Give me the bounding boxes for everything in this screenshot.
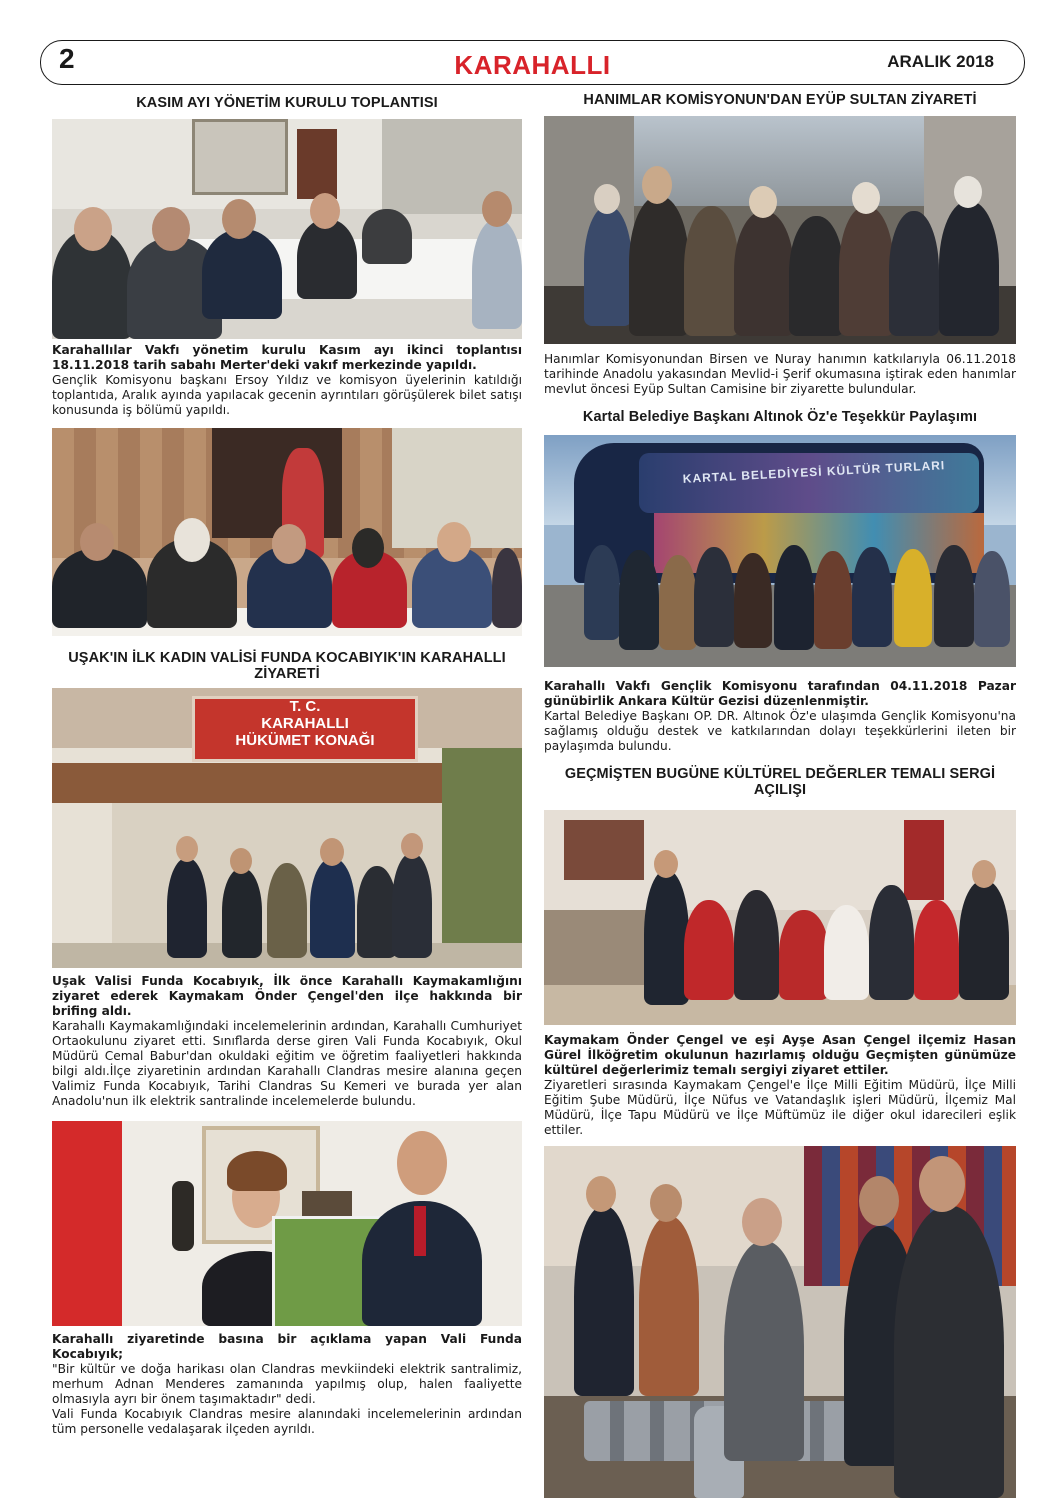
press-caption: Karahallı ziyaretinde basına bir açıklama yapan Vali Funda Kocabıyık; "Bir kültür ve doğa harikası olan Clandras mevkiindeki elektrik santralimiz, merhum Adnan Menderes zamanında yapılmış olup, halen faaliyette olmasıyla ayrı bir önem taşımaktadır" dedi. Vali Funda Kocabıyık Clandras mesire alanındaki incelemelerinin ardından tüm personelle vedalaşarak ilçeden ayrıldı.	[52, 1332, 522, 1436]
eyup-caption: Hanımlar Komisyonundan Birsen ve Nuray hanımın katkılarıyla 06.11.2018 tarihinde Anadolu yakasından Mevlid-i Şerif okumasına iştirak eden hanımlar mevlut öncesi Eyüp Sultan Camisine bir ziyarette bulundular.	[544, 352, 1016, 396]
issue-date: ARALIK 2018	[887, 52, 994, 71]
meeting-photo	[52, 119, 522, 339]
eyup-group-photo	[544, 116, 1016, 344]
exhibition-opening-photo	[544, 810, 1016, 1025]
exhibition-heading: GEÇMİŞTEN BUGÜNE KÜLTÜREL DEĞERLER TEMALI SERGİ AÇILIŞI	[564, 766, 996, 798]
governor-heading: UŞAK'IN İLK KADIN VALİSİ FUNDA KOCABIYIK'IN KARAHALLI ZİYARETİ	[68, 650, 506, 682]
left-column	[52, 95, 522, 1437]
bus-banner-text: KARTAL BELEDİYESİ KÜLTÜR TURLARI	[682, 458, 946, 486]
exhibition-caption: Kaymakam Önder Çengel ve eşi Ayşe Asan Çengel ilçemiz Hasan Gürel İlköğretim okulunun hazırlamış olduğu Geçmişten günümüze kültürel değerlerimiz temalı sergiyi ziyaret ettiler. Ziyaretleri sırasında Kaymakam Çengel'e İlçe Milli Eğitim Müdürü, İlçe Milli Eğitim Şube Müdürü, İlçe Nüfus ve Vatandaşlık işleri Müdürü, İlçemiz Mal Müdürü, İlçe Tapu Müdürü ve İlçe Müftümüz ile diğer okul idarecileri eşlik ettiler.	[544, 1033, 1016, 1137]
press-statement-photo	[52, 1121, 522, 1326]
kartal-bus-photo	[544, 435, 1016, 667]
kartal-heading: Kartal Belediye Başkanı Altınok Öz'e Teşekkür Paylaşımı	[582, 409, 978, 425]
women-photo	[52, 428, 522, 636]
eyup-heading: HANIMLAR KOMİSYONUN'DAN EYÜP SULTAN ZİYARETİ	[583, 92, 977, 108]
paper-title: KARAHALLI	[454, 50, 611, 80]
kartal-caption: Karahallı Vakfı Gençlik Komisyonu tarafından 04.11.2018 Pazar günübirlik Ankara Kültür Gezisi düzenlenmiştir. Kartal Belediye Başkanı OP. DR. Altınok Öz'e ulaşımda Gençlik Komisyonu'na sağlamış olduğu destek ve katkılarından dolayı teşekkürlerini ileten bir paylaşımda bulundu.	[544, 679, 1016, 753]
page-number: 2	[59, 43, 75, 74]
exhibition-visit-photo	[544, 1146, 1016, 1498]
government-building-photo	[52, 688, 522, 968]
page-header	[40, 40, 1025, 85]
right-column	[544, 92, 1016, 1498]
meeting-heading: KASIM AYI YÖNETİM KURULU TOPLANTISI	[136, 95, 438, 111]
meeting-caption: Karahallılar Vakfı yönetim kurulu Kasım ayı ikinci toplantısı 18.11.2018 tarih sabahı Merter'deki vakıf merkezinde yapıldı. Gençlik Komisyonu başkanı Ersoy Yıldız ve komisyon üyelerinin katıldığı toplantıda, Aralık ayında yapılacak gecenin ayrıntıları görüşülerek bilet satışı konusunda iş bölümü yapıldı.	[52, 343, 522, 417]
building-sign: T. C. KARAHALLI HÜKÜMET KONAĞI	[235, 698, 375, 749]
governor-caption: Uşak Valisi Funda Kocabıyık, İlk önce Karahallı Kaymakamlığını ziyaret ederek Kaymakam Önder Çengel'den ilçe hakkında bir brifing aldı. Karahallı Kaymakamlığındaki incelemelerinin ardından, Karahallı Cumhuriyet Ortaokulunu ziyaret etti. Sınıflarda derse giren Vali Funda Kocabıyık, Okul Müdürü Cemal Babur'dan okuldaki eğitim ve öğretim faaliyetleri hakkında bilgi aldı.İlçe ziyaretinin ardından Karahallı Clandras mesire alanına geçen Valimiz Funda Kocabıyık, Tarihi Clandras Su Kemeri ve burada yer alan Anadolu'nun ilk elektrik santralinde incelemelerde bulundu.	[52, 974, 522, 1108]
